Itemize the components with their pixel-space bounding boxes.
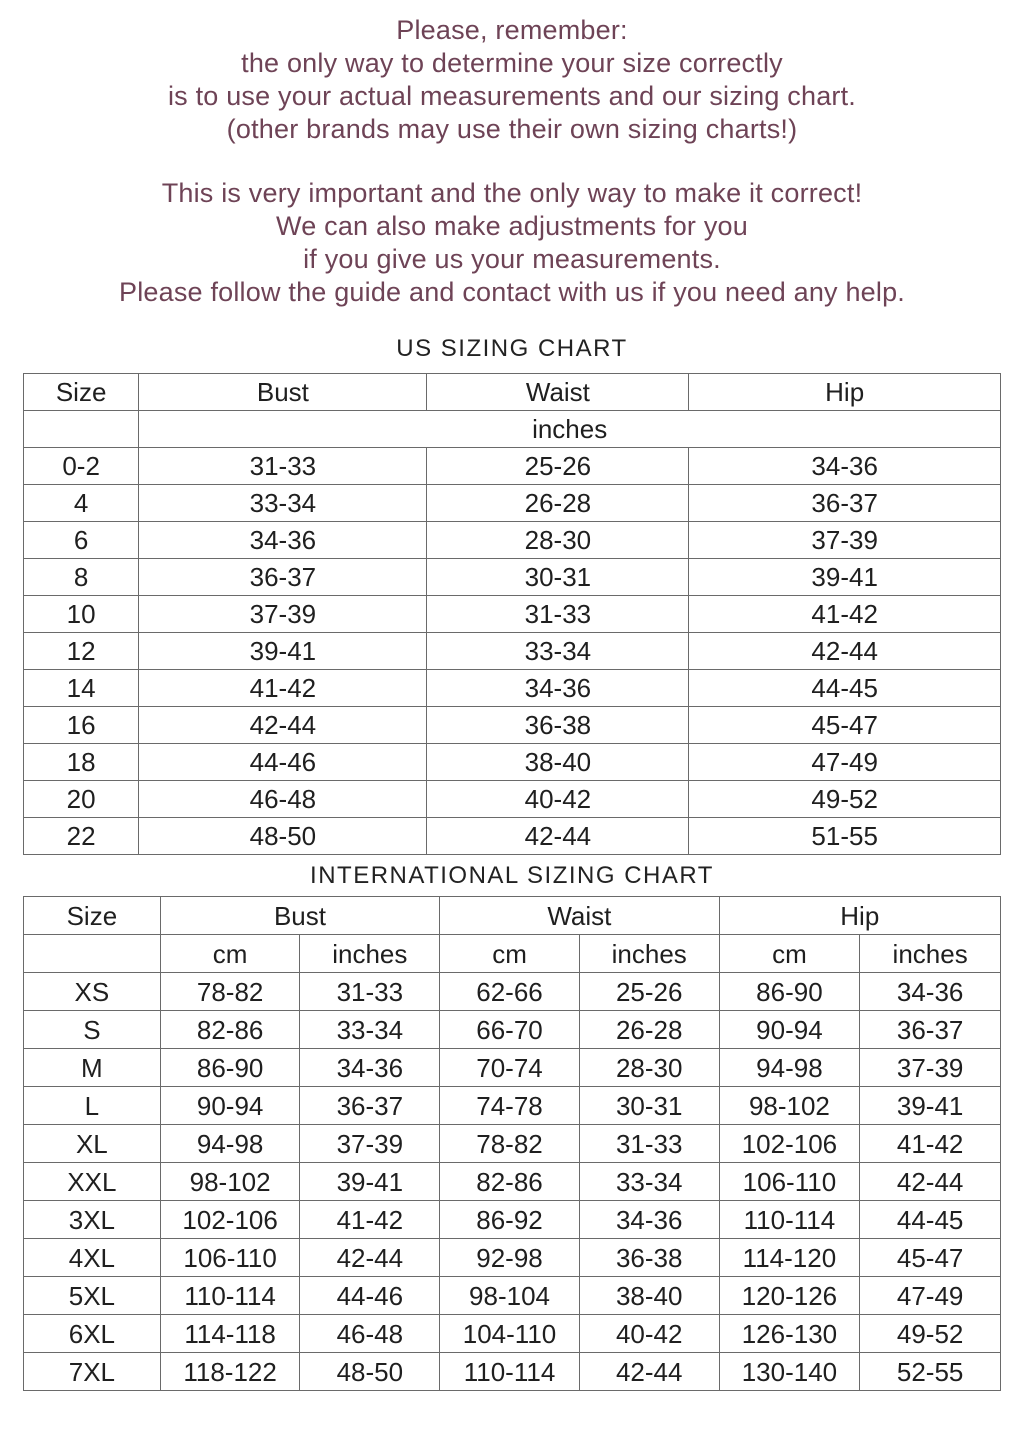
size-cell: XS	[24, 973, 161, 1011]
size-cell: L	[24, 1087, 161, 1125]
measurement-cell: 28-30	[427, 522, 689, 559]
measurement-cell: 42-44	[427, 818, 689, 855]
measurement-cell: 28-30	[579, 1049, 719, 1087]
measurement-cell: 49-52	[860, 1315, 1001, 1353]
table-row	[24, 522, 1001, 559]
measurement-cell: 42-44	[300, 1239, 440, 1277]
measurement-cell: 102-106	[160, 1201, 300, 1239]
measurement-cell: 45-47	[689, 707, 1001, 744]
measurement-cell: 114-120	[719, 1239, 860, 1277]
intl-bust-cm-label: cm	[160, 935, 300, 973]
table-row	[24, 1125, 1001, 1163]
measurement-cell: 36-37	[139, 559, 427, 596]
measurement-cell: 39-41	[139, 633, 427, 670]
measurement-cell: 31-33	[579, 1125, 719, 1163]
measurement-cell: 37-39	[860, 1049, 1001, 1087]
table-row	[24, 1353, 1001, 1391]
measurement-cell: 118-122	[160, 1353, 300, 1391]
table-row	[24, 1315, 1001, 1353]
measurement-cell: 41-42	[139, 670, 427, 707]
us-col-header-waist: Waist	[427, 374, 689, 411]
intl-bust-inches-label: inches	[300, 935, 440, 973]
measurement-cell: 41-42	[300, 1201, 440, 1239]
intro-line: Please follow the guide and contact with us if you need any help.	[118, 277, 905, 307]
measurement-cell: 82-86	[440, 1163, 580, 1201]
intl-col-header-bust: Bust	[160, 897, 439, 935]
size-cell: 8	[24, 559, 139, 596]
table-row	[24, 707, 1001, 744]
us-col-header-hip: Hip	[689, 374, 1001, 411]
size-cell: XL	[24, 1125, 161, 1163]
measurement-cell: 48-50	[300, 1353, 440, 1391]
size-cell: 16	[24, 707, 139, 744]
measurement-cell: 36-37	[689, 485, 1001, 522]
size-cell: 4XL	[24, 1239, 161, 1277]
measurement-cell: 110-114	[719, 1201, 860, 1239]
measurement-cell: 36-38	[427, 707, 689, 744]
measurement-cell: 34-36	[139, 522, 427, 559]
measurement-cell: 44-45	[689, 670, 1001, 707]
measurement-cell: 34-36	[689, 448, 1001, 485]
measurement-cell: 46-48	[139, 781, 427, 818]
measurement-cell: 98-104	[440, 1277, 580, 1315]
intro-line: is to use your actual measurements and our sizing chart.	[167, 81, 857, 111]
measurement-cell: 36-37	[300, 1087, 440, 1125]
measurement-cell: 38-40	[427, 744, 689, 781]
intl-unit-row	[24, 935, 1001, 973]
intro-line: This is very important and the only way to make it correct!	[161, 178, 863, 208]
measurement-cell: 78-82	[440, 1125, 580, 1163]
intl-unit-empty-cell	[24, 935, 161, 973]
intl-chart-title: INTERNATIONAL SIZING CHART	[310, 862, 714, 889]
measurement-cell: 94-98	[719, 1049, 860, 1087]
measurement-cell: 42-44	[579, 1353, 719, 1391]
measurement-cell: 37-39	[139, 596, 427, 633]
table-row	[24, 1049, 1001, 1087]
measurement-cell: 31-33	[300, 973, 440, 1011]
measurement-cell: 46-48	[300, 1315, 440, 1353]
size-cell: 18	[24, 744, 139, 781]
table-row	[24, 485, 1001, 522]
measurement-cell: 52-55	[860, 1353, 1001, 1391]
table-row	[24, 1163, 1001, 1201]
table-row	[24, 973, 1001, 1011]
size-cell: 14	[24, 670, 139, 707]
intl-sizing-table	[23, 896, 1001, 1391]
measurement-cell: 26-28	[579, 1011, 719, 1049]
size-cell: 10	[24, 596, 139, 633]
measurement-cell: 98-102	[160, 1163, 300, 1201]
measurement-cell: 33-34	[139, 485, 427, 522]
measurement-cell: 126-130	[719, 1315, 860, 1353]
measurement-cell: 40-42	[427, 781, 689, 818]
measurement-cell: 94-98	[160, 1125, 300, 1163]
measurement-cell: 86-92	[440, 1201, 580, 1239]
table-row	[24, 744, 1001, 781]
size-cell: 4	[24, 485, 139, 522]
measurement-cell: 41-42	[860, 1125, 1001, 1163]
measurement-cell: 40-42	[579, 1315, 719, 1353]
measurement-cell: 86-90	[719, 973, 860, 1011]
intro-paragraph-2	[0, 177, 1024, 309]
table-row	[24, 670, 1001, 707]
size-cell: M	[24, 1049, 161, 1087]
measurement-cell: 26-28	[427, 485, 689, 522]
measurement-cell: 49-52	[689, 781, 1001, 818]
measurement-cell: 120-126	[719, 1277, 860, 1315]
measurement-cell: 31-33	[427, 596, 689, 633]
measurement-cell: 114-118	[160, 1315, 300, 1353]
intl-header-row	[24, 897, 1001, 935]
measurement-cell: 41-42	[689, 596, 1001, 633]
measurement-cell: 25-26	[427, 448, 689, 485]
intl-col-header-hip: Hip	[719, 897, 1000, 935]
measurement-cell: 42-44	[860, 1163, 1001, 1201]
intl-hip-cm-label: cm	[719, 935, 860, 973]
us-header-row	[24, 374, 1001, 411]
table-row	[24, 559, 1001, 596]
measurement-cell: 39-41	[689, 559, 1001, 596]
measurement-cell: 106-110	[160, 1239, 300, 1277]
measurement-cell: 110-114	[440, 1353, 580, 1391]
intro-line: (other brands may use their own sizing charts!)	[226, 114, 798, 144]
measurement-cell: 38-40	[579, 1277, 719, 1315]
size-cell: S	[24, 1011, 161, 1049]
intl-hip-inches-label: inches	[860, 935, 1001, 973]
us-chart-title: US SIZING CHART	[396, 335, 628, 362]
measurement-cell: 36-37	[860, 1011, 1001, 1049]
measurement-cell: 34-36	[427, 670, 689, 707]
measurement-cell: 106-110	[719, 1163, 860, 1201]
measurement-cell: 34-36	[860, 973, 1001, 1011]
size-cell: 6	[24, 522, 139, 559]
size-cell: XXL	[24, 1163, 161, 1201]
us-table-body	[24, 448, 1001, 855]
measurement-cell: 62-66	[440, 973, 580, 1011]
measurement-cell: 33-34	[427, 633, 689, 670]
table-row	[24, 781, 1001, 818]
measurement-cell: 42-44	[139, 707, 427, 744]
measurement-cell: 34-36	[579, 1201, 719, 1239]
measurement-cell: 30-31	[427, 559, 689, 596]
measurement-cell: 44-45	[860, 1201, 1001, 1239]
intro-text-block	[0, 14, 1024, 309]
size-cell: 5XL	[24, 1277, 161, 1315]
us-col-header-bust: Bust	[139, 374, 427, 411]
intro-line: Please, remember:	[396, 15, 628, 45]
measurement-cell: 82-86	[160, 1011, 300, 1049]
us-table-header	[24, 374, 1001, 448]
measurement-cell: 98-102	[719, 1087, 860, 1125]
measurement-cell: 33-34	[579, 1163, 719, 1201]
table-row	[24, 596, 1001, 633]
us-unit-label: inches	[139, 411, 1001, 448]
measurement-cell: 39-41	[860, 1087, 1001, 1125]
us-unit-row	[24, 411, 1001, 448]
intl-waist-inches-label: inches	[579, 935, 719, 973]
measurement-cell: 37-39	[300, 1125, 440, 1163]
size-cell: 12	[24, 633, 139, 670]
measurement-cell: 44-46	[300, 1277, 440, 1315]
measurement-cell: 25-26	[579, 973, 719, 1011]
table-row	[24, 1011, 1001, 1049]
measurement-cell: 86-90	[160, 1049, 300, 1087]
measurement-cell: 66-70	[440, 1011, 580, 1049]
measurement-cell: 39-41	[300, 1163, 440, 1201]
intl-table-body	[24, 973, 1001, 1391]
table-row	[24, 1201, 1001, 1239]
measurement-cell: 33-34	[300, 1011, 440, 1049]
intl-waist-cm-label: cm	[440, 935, 580, 973]
intro-line: if you give us your measurements.	[303, 244, 721, 274]
measurement-cell: 78-82	[160, 973, 300, 1011]
measurement-cell: 130-140	[719, 1353, 860, 1391]
intro-line: We can also make adjustments for you	[276, 211, 748, 241]
measurement-cell: 37-39	[689, 522, 1001, 559]
measurement-cell: 90-94	[719, 1011, 860, 1049]
table-row	[24, 1087, 1001, 1125]
table-row	[24, 1239, 1001, 1277]
measurement-cell: 51-55	[689, 818, 1001, 855]
measurement-cell: 42-44	[689, 633, 1001, 670]
intl-col-header-waist: Waist	[440, 897, 719, 935]
measurement-cell: 110-114	[160, 1277, 300, 1315]
measurement-cell: 45-47	[860, 1239, 1001, 1277]
us-sizing-table	[23, 373, 1001, 855]
measurement-cell: 34-36	[300, 1049, 440, 1087]
measurement-cell: 92-98	[440, 1239, 580, 1277]
intl-col-header-size: Size	[24, 897, 161, 935]
us-col-header-size: Size	[24, 374, 139, 411]
size-cell: 6XL	[24, 1315, 161, 1353]
measurement-cell: 90-94	[160, 1087, 300, 1125]
measurement-cell: 70-74	[440, 1049, 580, 1087]
measurement-cell: 48-50	[139, 818, 427, 855]
measurement-cell: 36-38	[579, 1239, 719, 1277]
measurement-cell: 31-33	[139, 448, 427, 485]
size-cell: 0-2	[24, 448, 139, 485]
measurement-cell: 104-110	[440, 1315, 580, 1353]
size-cell: 3XL	[24, 1201, 161, 1239]
table-row	[24, 818, 1001, 855]
measurement-cell: 44-46	[139, 744, 427, 781]
measurement-cell: 102-106	[719, 1125, 860, 1163]
size-cell: 20	[24, 781, 139, 818]
measurement-cell: 74-78	[440, 1087, 580, 1125]
size-cell: 7XL	[24, 1353, 161, 1391]
table-row	[24, 1277, 1001, 1315]
us-unit-empty-cell	[24, 411, 139, 448]
intro-paragraph-1	[0, 14, 1024, 146]
measurement-cell: 30-31	[579, 1087, 719, 1125]
intro-line: the only way to determine your size correctly	[241, 48, 783, 78]
measurement-cell: 47-49	[860, 1277, 1001, 1315]
measurement-cell: 47-49	[689, 744, 1001, 781]
size-cell: 22	[24, 818, 139, 855]
table-row	[24, 448, 1001, 485]
table-row	[24, 633, 1001, 670]
intl-table-header	[24, 897, 1001, 973]
